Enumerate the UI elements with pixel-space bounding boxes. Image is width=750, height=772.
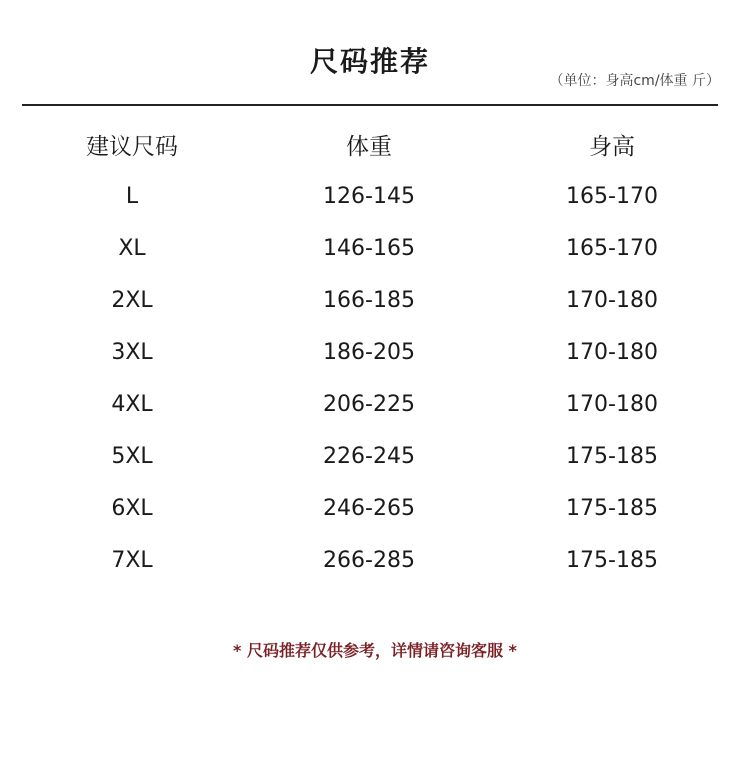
table-header-row — [0, 118, 750, 170]
size-cell: 5XL — [111, 443, 153, 469]
table-row — [0, 274, 750, 326]
table-row — [0, 430, 750, 482]
size-cell: 3XL — [111, 339, 153, 365]
table-row — [0, 378, 750, 430]
weight-cell: 246-265 — [323, 495, 415, 521]
height-cell: 175-185 — [566, 443, 658, 469]
header-size: 建议尺码 — [86, 133, 178, 160]
size-cell: 4XL — [111, 391, 153, 417]
weight-cell: 186-205 — [323, 339, 415, 365]
weight-cell: 226-245 — [323, 443, 415, 469]
height-cell: 175-185 — [566, 495, 658, 521]
page-title: 尺码推荐 — [309, 45, 430, 78]
divider — [22, 104, 718, 106]
table-row — [0, 170, 750, 222]
weight-cell: 126-145 — [323, 183, 415, 209]
size-cell: 6XL — [111, 495, 153, 521]
height-cell: 165-170 — [566, 183, 658, 209]
table-row — [0, 326, 750, 378]
size-cell: XL — [118, 235, 146, 261]
weight-cell: 146-165 — [323, 235, 415, 261]
size-cell: 2XL — [111, 287, 153, 313]
header-height: 身高 — [589, 133, 635, 160]
size-table — [0, 118, 750, 586]
size-cell: L — [125, 183, 139, 209]
height-cell: 170-180 — [566, 391, 658, 417]
unit-note: （单位：身高cm/体重 斤） — [549, 73, 720, 89]
height-cell: 165-170 — [566, 235, 658, 261]
height-cell: 170-180 — [566, 287, 658, 313]
table-row — [0, 534, 750, 586]
table-row — [0, 482, 750, 534]
disclaimer-footnote: * 尺码推荐仅供参考，详情请咨询客服 * — [233, 641, 517, 660]
height-cell: 175-185 — [566, 547, 658, 573]
table-row — [0, 222, 750, 274]
weight-cell: 266-285 — [323, 547, 415, 573]
height-cell: 170-180 — [566, 339, 658, 365]
weight-cell: 206-225 — [323, 391, 415, 417]
header-weight: 体重 — [346, 133, 392, 160]
size-cell: 7XL — [111, 547, 153, 573]
weight-cell: 166-185 — [323, 287, 415, 313]
